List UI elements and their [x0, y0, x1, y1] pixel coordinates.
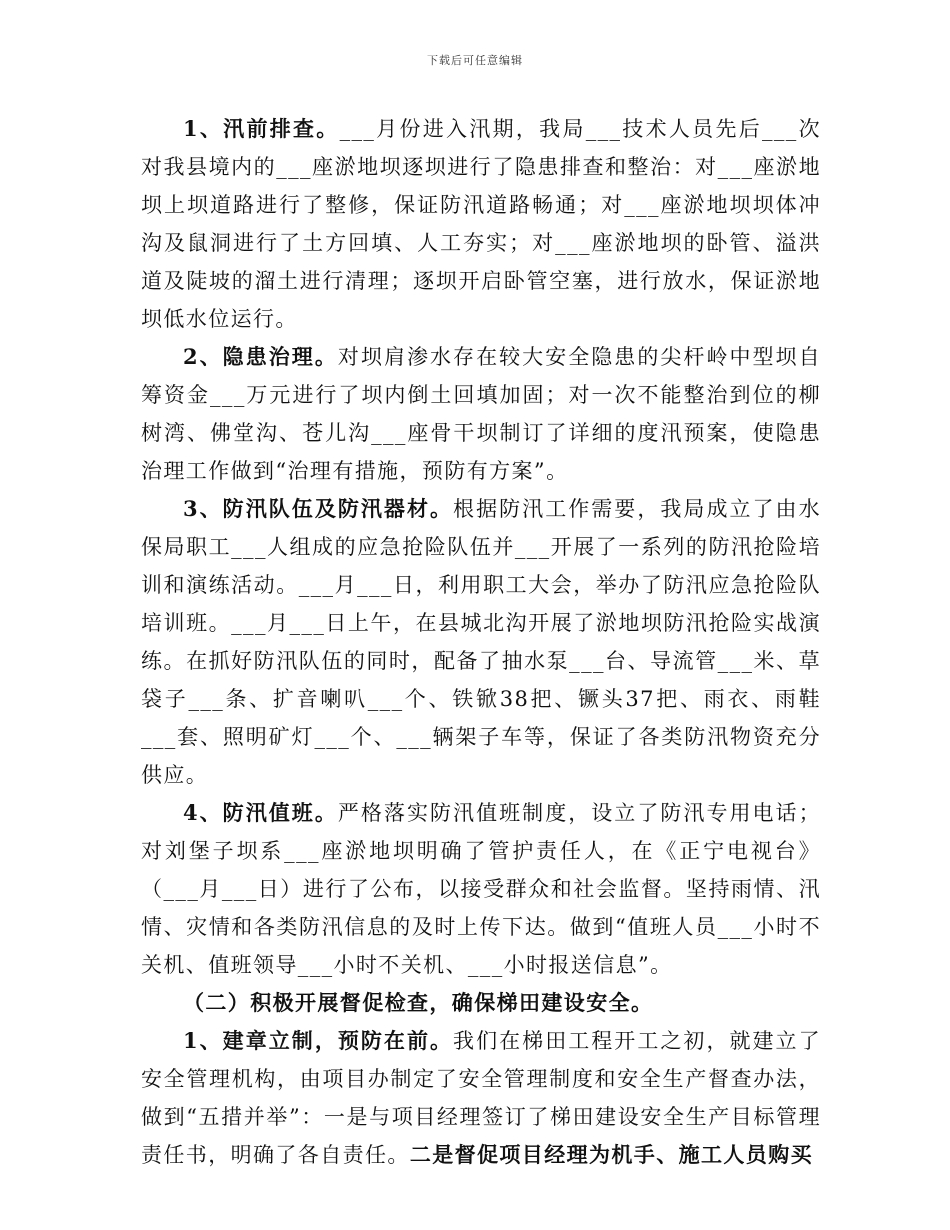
paragraph-flood-duty — [141, 794, 821, 984]
page-header: 下载后可任意编辑 — [427, 54, 523, 67]
paragraph-hazard-treatment — [141, 338, 821, 490]
paragraph-flood-inspection — [141, 110, 821, 338]
paragraph-text: 我们在梯田工程开工之初，就建立了安全管理机构，由项目办制定了安全管理制度和安全生产督查办法，做到“五措并举”：一是与项目经理签订了梯田建设安全生产目标管理责任书，明确了各自责任。 — [141, 1029, 821, 1167]
paragraph-title: 1、汛前排查。 — [183, 116, 340, 141]
paragraph-flood-team-equipment — [141, 490, 821, 794]
section-heading: （二）积极开展督促检查，确保梯田建设安全。 — [183, 990, 654, 1015]
paragraph-text: 严格落实防汛值班制度，设立了防汛专用电话；对刘堡子坝系___座淤地坝明确了管护责任人，在《正宁电视台》（___月___日）进行了公布，以接受群众和社会监督。坚持雨情、汛情、灾情和各类防汛信息的及时上传下达。做到“值班人员___小时不关机、值班领导___小时不关机、___小时报送信息”。 — [141, 801, 821, 977]
paragraph-text: 对坝肩渗水存在较大安全隐患的尖杆岭中型坝自筹资金___万元进行了坝内倒土回填加固；对一次不能整治到位的柳树湾、佛堂沟、苍儿沟___座骨干坝制订了详细的度汛预案，使隐患治理工作做到“治理有措施，预防有方案”。 — [141, 345, 821, 483]
paragraph-rules-prevention — [141, 1022, 821, 1174]
paragraph-title: 1、建章立制，预防在前。 — [183, 1028, 454, 1053]
paragraph-bold-tail: 二是督促项目经理为机手、施工人员购买 — [409, 1142, 814, 1167]
paragraph-text: 根据防汛工作需要，我局成立了由水保局职工___人组成的应急抢险队伍并___开展了一系列的防汛抢险培训和演练活动。___月___日，利用职工大会，举办了防汛应急抢险队培训班。___月___日上午，在县城北沟开展了淤地坝防汛抢险实战演练。在抓好防汛队伍的同时，配备了抽水泵___台、导流管___米、草袋子___条、扩音喇叭___个、铁锨38把、镢头37把、雨衣、雨鞋___套、照明矿灯___个、___辆架子车等，保证了各类防汛物资充分供应。 — [141, 497, 821, 787]
paragraph-title: 3、防汛队伍及防汛器材。 — [183, 496, 454, 521]
document-body — [141, 110, 821, 1174]
paragraph-text: ___月份进入汛期，我局___技术人员先后___次对我县境内的___座淤地坝逐坝进行了隐患排查和整治：对___座淤地坝上坝道路进行了整修，保证防汛道路畅通；对___座淤地坝坝体冲沟及鼠洞进行了土方回填、人工夯实；对___座淤地坝的卧管、溢洪道及陡坡的溜土进行清理；逐坝开启卧管空塞，进行放水，保证淤地坝低水位运行。 — [141, 117, 821, 331]
paragraph-title: 4、防汛值班。 — [183, 800, 338, 825]
paragraph-title: 2、隐患治理。 — [183, 344, 338, 369]
